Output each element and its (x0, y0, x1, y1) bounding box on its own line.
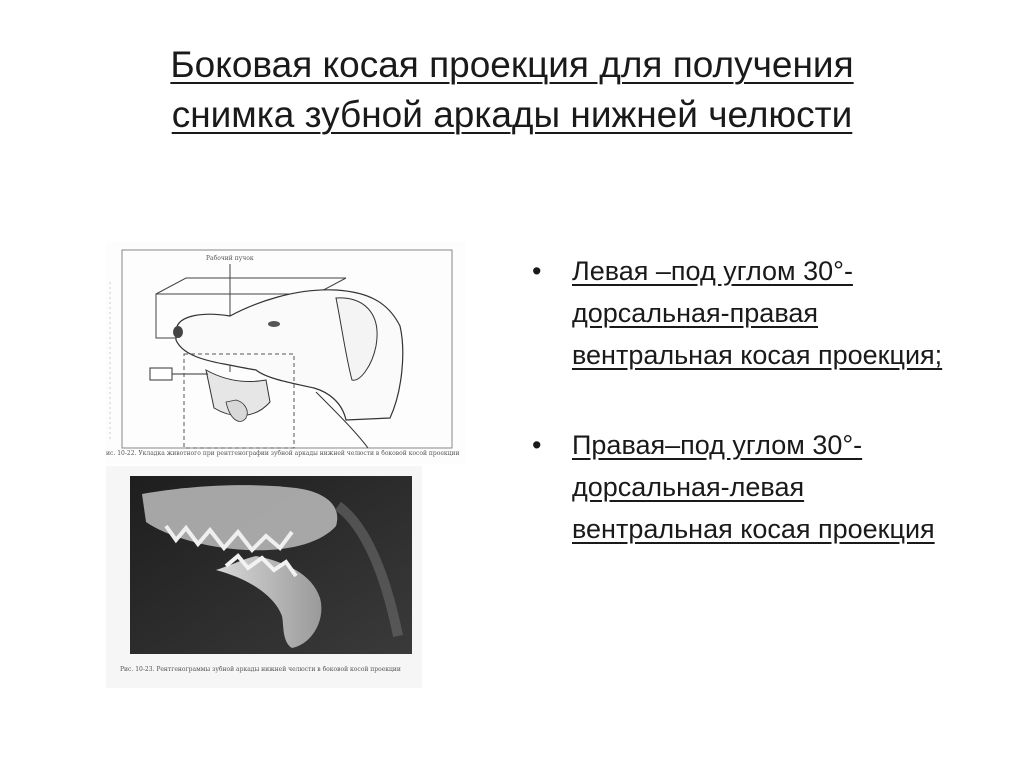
title-line-2: снимка зубной аркады нижней челюсти (171, 94, 853, 135)
bullet-right-projection: • Правая–под углом 30°-дорсальная-левая вентральная косая проекция (532, 424, 962, 550)
bullet-left-projection: • Левая –под углом 30°-дорсальная-правая вентральная косая проекция; (532, 250, 962, 376)
figure2-caption: Рис. 10-23. Рентгенограммы зубной аркады нижней челюсти в боковой косой проекции (120, 666, 401, 673)
figure1-caption: Рис. 10-22. Укладка животного при рентгенографии зубной аркады нижней челюсти в боковой косой проекции (106, 450, 460, 457)
positioning-illustration (106, 242, 466, 464)
slide-title (40, 40, 984, 140)
beam-label: Рабочий пучок (206, 255, 254, 262)
radiograph-image (106, 466, 422, 688)
dog-positioning-drawing (106, 242, 466, 464)
title-line-1: Боковая косая проекция для получения (170, 44, 854, 85)
bullet-list (532, 250, 962, 598)
radiograph-figure (106, 466, 422, 688)
